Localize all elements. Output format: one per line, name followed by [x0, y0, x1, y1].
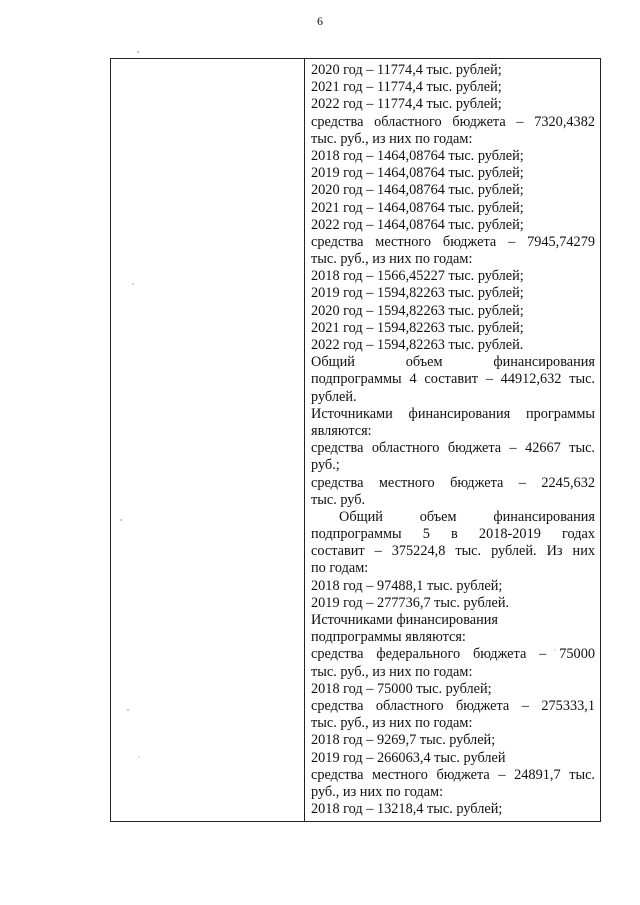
- text-line: 2022 год – 1594,82263 тыс. рублей.: [311, 337, 524, 353]
- text-line: тыс. руб., из них по годам:: [311, 251, 473, 268]
- financing-table: [110, 58, 601, 822]
- text-line: подпрограммы 4 составит – 44912,632 тыс.: [311, 371, 595, 388]
- text-line: тыс. руб., из них по годам:: [311, 715, 473, 732]
- text-line: средства федерального бюджета – 75000: [311, 646, 595, 663]
- text-line: средства областного бюджета – 7320,4382: [311, 113, 595, 130]
- text-line: 2018 год – 9269,7 тыс. рублей;: [311, 732, 496, 749]
- text-line: тыс. руб., из них по годам:: [311, 663, 473, 680]
- text-line: 2021 год – 11774,4 тыс. рублей;: [311, 79, 502, 96]
- text-line: являются:: [311, 422, 372, 439]
- text-line: тыс. руб.: [311, 491, 366, 508]
- text-line: 2018 год – 13218,4 тыс. рублей;: [311, 801, 503, 818]
- text-line: 2019 год – 1464,08764 тыс. рублей;: [311, 165, 524, 182]
- page-number: 6: [317, 14, 323, 28]
- text-line: рублей.: [311, 388, 357, 405]
- text-line: средства местного бюджета – 7945,74279: [311, 233, 595, 250]
- text-line: тыс. руб., из них по годам:: [311, 130, 473, 147]
- table-right-cell: [307, 59, 597, 821]
- text-line: 2019 год – 277736,7 тыс. рублей.: [311, 594, 510, 611]
- text-line: 2018 год – 75000 тыс. рублей;: [311, 680, 492, 697]
- text-line: руб., из них по годам:: [311, 783, 444, 800]
- text-line: Источниками финансирования программы: [311, 405, 595, 422]
- text-line: 2019 год – 1594,82263 тыс. рублей;: [311, 285, 524, 302]
- text-line: 2022 год – 11774,4 тыс. рублей;: [311, 96, 502, 113]
- text-line: 2018 год – 97488,1 тыс. рублей;: [311, 577, 503, 594]
- text-line: средства областного бюджета – 42667 тыс.: [311, 440, 595, 457]
- text-line: 2021 год – 1464,08764 тыс. рублей;: [311, 199, 524, 216]
- text-line: Общий объем финансирования: [311, 354, 595, 371]
- text-line: подпрограммы 5 в 2018-2019 годах: [311, 526, 595, 543]
- text-line: 2019 год – 266063,4 тыс. рублей: [311, 749, 506, 766]
- text-line: составит – 375224,8 тыс. рублей. Из них: [311, 543, 595, 560]
- text-line: средства областного бюджета – 275333,1: [311, 697, 595, 714]
- text-line: средства местного бюджета – 2245,632: [311, 474, 595, 491]
- table-left-cell: [111, 59, 305, 821]
- text-line: 2020 год – 1594,82263 тыс. рублей;: [311, 302, 524, 319]
- text-line: Источниками финансирования: [311, 612, 498, 628]
- text-line: подпрограммы являются:: [311, 629, 466, 646]
- text-line: руб.;: [311, 457, 340, 474]
- text-line: средства местного бюджета – 24891,7 тыс.: [311, 766, 595, 783]
- text-line: 2018 год – 1566,45227 тыс. рублей;: [311, 268, 524, 285]
- text-line: 2020 год – 1464,08764 тыс. рублей;: [311, 182, 524, 199]
- text-line: по годам:: [311, 560, 369, 577]
- text-line: 2018 год – 1464,08764 тыс. рублей;: [311, 147, 524, 164]
- text-line: Общий объем финансирования: [339, 508, 595, 525]
- text-line: 2022 год – 1464,08764 тыс. рублей;: [311, 216, 524, 233]
- text-line: 2021 год – 1594,82263 тыс. рублей;: [311, 319, 524, 336]
- text-line: 2020 год – 11774,4 тыс. рублей;: [311, 62, 502, 78]
